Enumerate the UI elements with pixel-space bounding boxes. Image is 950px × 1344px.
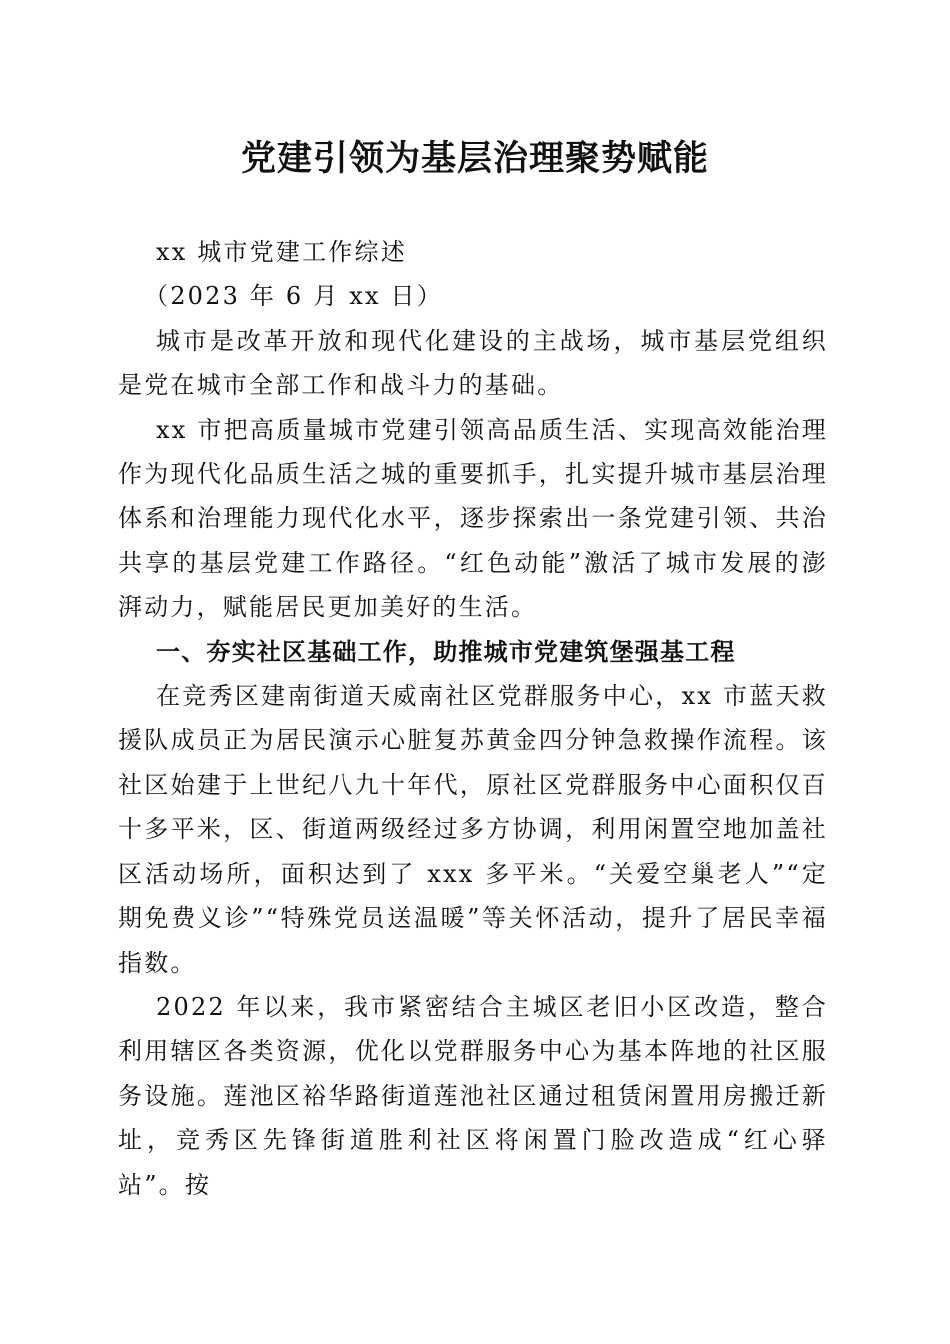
paragraph: xx 市把高质量城市党建引领高品质生活、实现高效能治理作为现代化品质生活之城的重要抓手，扎实提升城市基层治理体系和治理能力现代化水平，逐步探索出一条党建引领、共治共享的基层党建工作路径。“红色动能”激活了城市发展的澎湃动力，赋能居民更加美好的生活。	[118, 415, 828, 622]
document-subtitle: xx 城市党建工作综述	[156, 238, 407, 266]
paragraph: 城市是改革开放和现代化建设的主战场，城市基层党组织是党在城市全部工作和战斗力的基础。	[118, 326, 828, 400]
section-heading: 一、夯实社区基础工作，助推城市党建筑堡强基工程	[156, 637, 736, 666]
paragraph: 在竞秀区建南街道天威南社区党群服务中心，xx 市蓝天救援队成员正为居民演示心脏复苏黄金四分钟急救操作流程。该社区始建于上世纪八九十年代，原社区党群服务中心面积仅百十多平米，区、街道两级经过多方协调，利用闲置空地加盖社区活动场所，面积达到了 xxx 多平米。“关爱空巢老人”“定期免费义诊”“特殊党员送温暖”等关怀活动，提升了居民幸福指数。	[118, 682, 828, 977]
paragraph: 2022 年以来，我市紧密结合主城区老旧小区改造，整合利用辖区各类资源，优化以党群服务中心为基本阵地的社区服务设施。莲池区裕华路街道莲池社区通过租赁闲置用房搬迁新址，竞秀区先锋街道胜利社区将闲置门脸改造成“红心驿站”。按	[118, 992, 828, 1199]
document-body	[118, 230, 828, 1207]
document-title: 党建引领为基层治理聚势赋能	[240, 138, 709, 179]
document-date: （2023 年 6 月 xx 日）	[144, 282, 443, 311]
